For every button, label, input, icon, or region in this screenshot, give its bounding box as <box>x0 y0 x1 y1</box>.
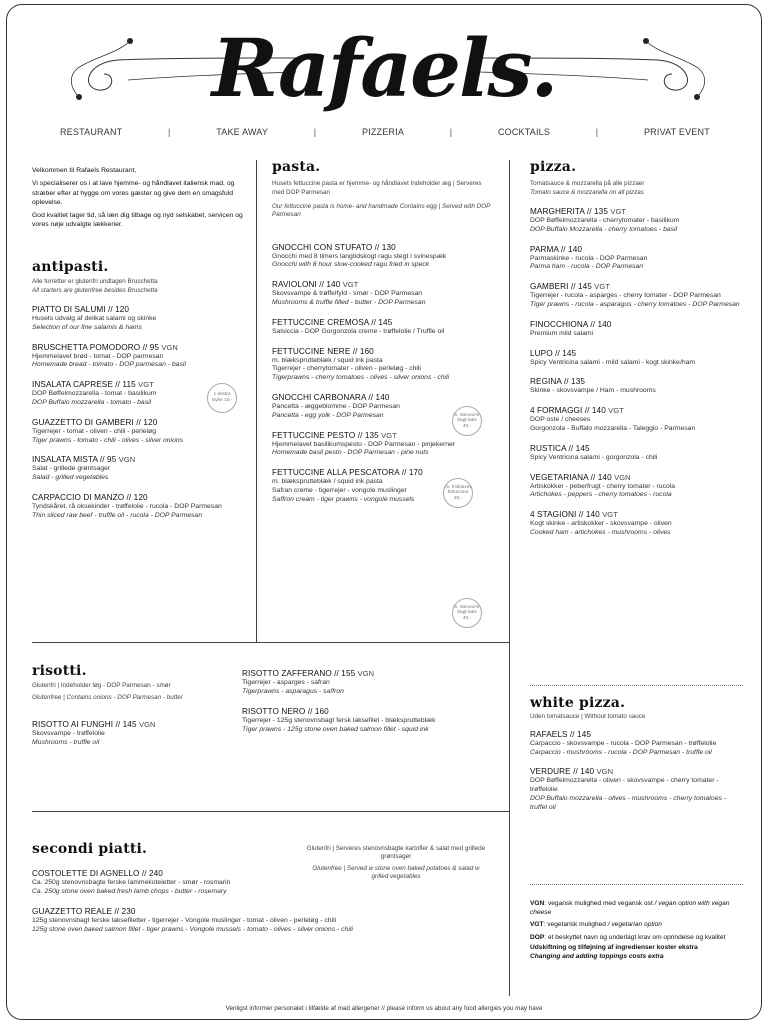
menu-item <box>272 279 494 308</box>
menu-item-description-en: Mushrooms & truffle filled - butter - DOP Parmesan <box>272 298 426 306</box>
menu-item-description-en: Cooked ham - artichokes - mushrooms - olives <box>530 528 671 536</box>
diet-tag: VGT <box>608 406 624 416</box>
menu-item-name: MARGHERITA // 135 VGT <box>530 207 627 216</box>
menu-item-description: Pancetta - æggeblomme - DOP Parmesan <box>272 402 400 410</box>
section-title: risotti. <box>32 663 87 679</box>
menu-item-name: GUAZZETTO REALE // 230 <box>32 907 136 916</box>
menu-item <box>32 906 502 935</box>
menu-item-description: Spicy Ventricina salami - mild salami - kogt skinke/ham <box>530 358 696 366</box>
risotti-section <box>32 663 502 748</box>
top-nav <box>60 127 710 137</box>
diet-tag: VGT <box>610 207 627 216</box>
menu-item <box>530 376 745 396</box>
section-title: pizza. <box>530 159 577 175</box>
menu-item-description-en: DOP Buffalo mozzarella - tomato - basil <box>32 398 152 406</box>
menu-item-description-en: Saffron cream - tiger prawns - vongole mussels <box>272 495 415 503</box>
menu-item-description: DOP Bøffelmozzarella - tomat - basilikum <box>32 390 157 398</box>
diet-tag: VGN <box>596 767 614 777</box>
extra-piece-badge: 1 ekstra styke 10,- <box>207 383 237 413</box>
menu-item-description: m. blæksprutteblæk / squid ink pasta Tigerrejer - cherrytomater - oliven - perleløg - chili <box>272 356 421 373</box>
menu-item-name: RAVIOLONI // 140 VGT <box>272 280 359 290</box>
section-subtitle-en: Glutenfree | Contains onions - DOP Parmesan - butter <box>32 693 183 701</box>
menu-item-description: Kogt skinke - artiskokker - skovsvampe - oliven <box>530 520 672 528</box>
menu-item-name: VERDURE // 140 VGN <box>530 767 614 777</box>
menu-item-description: m. blæksprutteblæk / squid ink pasta Safran creme - tigerrejer - vongole muslinger <box>272 478 407 494</box>
section-subtitle: Glutenfri | Indeholder løg - DOP Parmesan - smør <box>32 682 171 690</box>
menu-item <box>530 405 745 434</box>
legend-entry: DOP: et beskyttet navn og underlagt krav om oprindelse og kvalitet <box>530 933 726 941</box>
menu-item <box>242 706 502 735</box>
menu-item-name: INSALATA MISTA // 95 VGN <box>32 455 136 465</box>
menu-item <box>530 319 745 339</box>
menu-item <box>530 729 745 758</box>
menu-item-description: DOP Bøffelmozzarella - oliven - skovsvampe - cherry tomater - trøffelolie <box>530 777 719 794</box>
nav-separator: | <box>595 127 599 137</box>
menu-item-description-en: Gnocchi with 8 hour slow-cooked ragu fried in speck <box>272 261 430 269</box>
menu-item-description-en: Selection of our fine salamis & hams <box>32 323 142 331</box>
menu-item <box>32 417 246 446</box>
menu-item-description: Artiskokker - peberfrugt - cherry tomater - rucola <box>530 482 676 490</box>
menu-item-name: FINOCCHIONA // 140 <box>530 319 612 329</box>
section-note: Glutenfri | Serveres stenovnsbagte kartofler & salat med grillede grøntsager <box>306 845 486 861</box>
menu-item-name: PIATTO DI SALUMI // 120 <box>32 305 130 314</box>
divider-vertical-1 <box>256 160 257 642</box>
menu-item-name: 4 FORMAGGI // 140 VGT <box>530 406 624 416</box>
menu-item-description: Skovsvampe - trøffelolie <box>32 730 105 737</box>
menu-item <box>530 348 745 368</box>
menu-item-description: Salat - grillede grøntsager <box>32 465 111 473</box>
section-subtitle: Husets fettuccine pasta er hjemme- og håndlavet Indeholder æg | Serveres med DOP Parmesan <box>272 180 482 196</box>
menu-item-description-en: Tiger prawns - tomato - chili - olives - silver onions <box>32 436 184 444</box>
menu-item-description: Gnocchi med 8 timers langtidskogt ragu stegt i svinespæk <box>272 252 447 260</box>
menu-item <box>32 454 246 483</box>
section-title: white pizza. <box>530 695 626 711</box>
menu-item-name: PARMA // 140 <box>530 244 583 254</box>
menu-item-name: GNOCCHI CARBONARA // 140 <box>272 392 390 402</box>
menu-item <box>272 242 494 271</box>
intro-section <box>32 166 244 234</box>
legend-key: DOP <box>530 933 545 941</box>
menu-item-name: VEGETARIANA // 140 VGN <box>530 472 631 482</box>
menu-item-description-en: Mushrooms - truffle oil <box>32 738 100 746</box>
nav-separator: | <box>168 127 171 137</box>
legend-key: VGN <box>530 900 545 907</box>
legend-section <box>530 900 745 966</box>
divider-horizontal-1 <box>32 642 509 643</box>
diet-tag: VGT <box>138 380 154 390</box>
fettuccine-addon-badge: m. frisklavet fettuccine 20,- <box>443 478 473 508</box>
legend-entry: VGN: vegansk mulighed med vegansk ost / vegan option with vegan cheese <box>530 900 730 916</box>
pasta-section <box>272 159 494 505</box>
diet-tag: VGT <box>381 430 397 440</box>
salmon-addon-badge: m. stenovns-bagt laks 40,- <box>452 598 482 628</box>
menu-item-description: Parmaskinke - rucola - DOP Parmesan <box>530 254 648 262</box>
menu-item-name: FETTUCCINE ALLA PESCATORA // 170 <box>272 468 423 478</box>
menu-item-description-en: Artichokes - peppers - cherry tomatoes - rucola <box>530 491 672 499</box>
menu-item-description-en: Pancetta - egg yolk - DOP Parmesan <box>272 411 384 419</box>
menu-item-description-en: Carpaccio - mushrooms - rucola - DOP Parmesan - truffle oil <box>530 748 712 756</box>
nav-separator: | <box>449 127 453 137</box>
section-subtitle-en: All starters are glutenfree besides Bruschetta <box>32 286 158 294</box>
diet-tag: VGN <box>161 342 178 352</box>
menu-item-description: Premium mild salami <box>530 329 594 337</box>
intro-line: Velkommen til Rafaels Restaurant, <box>32 167 137 174</box>
menu-item <box>530 766 745 812</box>
menu-item-name: GNOCCHI CON STUFATO // 130 <box>272 242 396 252</box>
diet-tag: VGN <box>614 472 631 482</box>
menu-item-description-en: DOP Buffalo mozzarella - olives - mushrooms - cherry tomatoes - truffel oil <box>530 794 727 811</box>
menu-item-name: RUSTICA // 145 <box>530 443 590 453</box>
menu-item <box>32 304 246 333</box>
menu-item-description: Skinke - skovsvampe / Ham - mushrooms <box>530 387 656 395</box>
menu-item-name: FETTUCCINE NERE // 160 <box>272 346 374 356</box>
menu-item-description-en: 125g stone oven baked salmon fillet - tiger prawns - Vongole mussels - tomato - olives - silver onions - chili <box>32 925 353 933</box>
extras-note: Udskiftning og tilføjning af ingredienser koster ekstra <box>530 944 698 952</box>
diet-tag: VGT <box>602 510 618 520</box>
menu-item-description: Spicy Ventricina salami - gorgonzola - chili <box>530 453 658 461</box>
section-title: secondi piatti. <box>32 841 148 857</box>
menu-item <box>272 346 494 383</box>
menu-item-description: Tigerrejer - 125g stenovnsbagt fersk laksefilet - blæksprutteblæk <box>242 717 436 724</box>
menu-item-name: CARPACCIO DI MANZO // 120 <box>32 492 148 502</box>
legend-key: VGT <box>530 921 544 929</box>
menu-item-name: LUPO // 145 <box>530 348 577 358</box>
section-title: pasta. <box>272 159 321 175</box>
menu-item-name: RISOTTO NERO // 160 <box>242 707 329 716</box>
menu-item <box>32 492 246 521</box>
menu-item-name: FETTUCCINE PESTO // 135 VGT <box>272 430 397 440</box>
nav-pizzeria[interactable]: PIZZERIA <box>361 127 405 137</box>
diet-tag: VGT <box>342 280 359 290</box>
menu-item-description-en: Tigerprawns - cherry tomatoes - olives - silver onions - chili <box>272 374 450 382</box>
nav-cocktails[interactable]: COCKTAILS <box>497 127 551 137</box>
menu-item-description-en: Ca. 250g stone oven baked fresh lamb chops - butter - rosemary <box>32 888 227 896</box>
menu-item-description: DOP Bøffelmozzarella - cherrytomater - basilikum <box>530 217 680 224</box>
extras-note-en: Changing and adding toppings costs extra <box>530 952 664 960</box>
diet-tag: VGT <box>594 282 611 292</box>
section-subtitle-en: Our fettuccine pasta is home- and handmade Contains egg | Served with DOP Parmesan <box>272 203 491 219</box>
menu-item-description: Ca. 250g stenovnsbagte ferske lammekoteletter - smør - rosmarin <box>32 879 231 887</box>
menu-item-description-en: Tiger prawns - rucola - asparagus - cherry tomatoes - DOP Parmesan <box>530 300 740 308</box>
menu-item-description: Tyndskåret, rå oksekinder - trøffelolie - rucola - DOP Parmesan <box>32 502 222 510</box>
divider-dotted-2 <box>530 884 743 885</box>
menu-item-name: BRUSCHETTA POMODORO // 95 VGN <box>32 342 178 352</box>
menu-item <box>530 443 745 463</box>
menu-item-description-en: Parma ham - rucola - DOP Parmesan <box>530 263 644 271</box>
menu-item <box>530 206 745 235</box>
secondi-note <box>306 845 486 881</box>
menu-item <box>530 244 745 273</box>
menu-item-description: Husets udvalg af delikat salami og skinke <box>32 315 157 322</box>
menu-item-name: RAFAELS // 145 <box>530 729 592 739</box>
menu-item-name: 4 STAGIONI // 140 VGT <box>530 510 618 520</box>
white-pizza-section <box>530 695 745 812</box>
menu-item-description: Carpaccio - skovsvampe - rucola - DOP Parmesan - trøffelolie <box>530 739 717 747</box>
restaurant-logo: Rafaels. <box>211 21 557 115</box>
salmon-addon-badge: m. stenovns-bagt laks 40,- <box>452 406 482 436</box>
menu-item-name: RISOTTO ZAFFERANO // 155 VGN <box>242 669 375 679</box>
menu-item-description-en: Thin sliced raw beef - truffle oil - rucola - DOP Parmesan <box>32 511 203 519</box>
menu-item-name: FETTUCCINE CREMOSA // 145 <box>272 317 393 327</box>
menu-item-name: COSTOLETTE DI AGNELLO // 240 <box>32 869 163 879</box>
menu-item-description-en: DOP Buffalo Mozzarella - cherry tomatoes - basil <box>530 225 678 233</box>
divider-vertical-2 <box>509 160 510 996</box>
nav-take-away[interactable]: TAKE AWAY <box>216 127 269 137</box>
menu-item-description: Hjemmelavet basilikumspesto - DOP Parmesan - pinjekerner <box>272 440 456 448</box>
menu-item-description-en: Salad - grilled vegetables <box>32 474 109 482</box>
section-subtitle: Tomatsauce & mozzarella på alle pizzaer <box>530 180 645 188</box>
menu-item <box>32 719 222 748</box>
section-subtitle: Uden tomatsauce | Without tomato sauce <box>530 713 646 721</box>
menu-item-description-en: Homemade bread - tomato - DOP parmesan - basil <box>32 361 186 369</box>
section-subtitle: Alle forretter er glutenfri undtagen Bruschetta <box>32 278 158 286</box>
menu-item-name: GUAZZETTO DI GAMBERI // 120 <box>32 417 158 427</box>
menu-item-description-en: Tiger prawns - 125g stone oven baked salmon fillet - squid ink <box>242 725 429 733</box>
menu-item-name: RISOTTO AI FUNGHI // 145 VGN <box>32 720 156 729</box>
menu-item-description: Hjemmelavet brød - tomat - DOP parmesan <box>32 352 164 360</box>
intro-line: God kvalitet tager tid, så læn dig tilbage og nyd selskabet, servicen og vores nøje udvalgte lækkerier. <box>32 212 243 229</box>
menu-item-description: Tigerrejer - tomat - oliven - chili - perleløg <box>32 427 157 435</box>
menu-item <box>530 509 745 538</box>
diet-tag: VGN <box>357 669 375 679</box>
menu-item <box>242 668 502 697</box>
menu-item-description: DOP oste / cheeses Gorgonzola - Buffalo mozzarella - Taleggio - Parmesan <box>530 416 696 432</box>
allergy-footer: Venligst informer personalet i tilfælde af mad allergener // please inform us about any food allergies you may have <box>225 1005 543 1012</box>
menu-item <box>32 342 246 371</box>
menu-item-description: 125g stenovnsbagt ferske laksefiletter - tigerrejer - Vongole muslinger - tomat - oliven - perleløg - chili <box>32 917 337 924</box>
menu-item-description-en: Tigerprawns - asparagus - saffron <box>242 688 344 696</box>
menu-item <box>272 317 494 337</box>
section-note-en: Glutenfree | Served w stone oven baked potatoes & salad w grilled vegetables <box>312 864 480 880</box>
divider-horizontal-2 <box>32 811 509 812</box>
section-subtitle-en: Tomato sauce & mozzarella on all pizzas <box>530 188 644 196</box>
nav-privat-event[interactable]: PRIVAT EVENT <box>643 127 710 137</box>
menu-item-description: Tigerrejer - rucola - asparges - cherry tomater - DOP Parmesan <box>530 292 721 300</box>
menu-item <box>530 281 745 310</box>
menu-item-name: GAMBERI // 145 VGT <box>530 282 611 292</box>
menu-item-description: Tigerrejer - asparges - safran <box>242 679 330 687</box>
section-title: antipasti. <box>32 259 109 275</box>
menu-item-name: REGINA // 135 <box>530 377 585 387</box>
menu-item-name: INSALATA CAPRESE // 115 VGT <box>32 380 154 390</box>
diet-tag: VGN <box>139 720 156 729</box>
legend-entry: VGT: vegetarisk mulighed / vegetarian option <box>530 921 662 929</box>
nav-separator: | <box>313 127 317 137</box>
menu-item-description: Salsiccia - DOP Gorgonzola creme - trøffelolie / Truffle oil <box>272 327 445 335</box>
menu-item-description-en: Homemade basil pesto - DOP Parmesan - pine nuts <box>272 449 429 457</box>
diet-tag: VGN <box>118 455 136 465</box>
menu-item <box>530 472 745 501</box>
pizza-section <box>530 159 745 538</box>
nav-restaurant[interactable]: RESTAURANT <box>60 127 123 137</box>
divider-dotted-1 <box>530 685 743 686</box>
menu-item-description: Skovsvampe & trøffelfyld - smør - DOP Parmesan <box>272 290 423 298</box>
intro-line: Vi specialiserer os i at lave hjemme- og håndlavet italiensk mad, og stræber efter at hygge om vores gæster og give dem en smagsfuld oplevelse. <box>32 180 235 206</box>
